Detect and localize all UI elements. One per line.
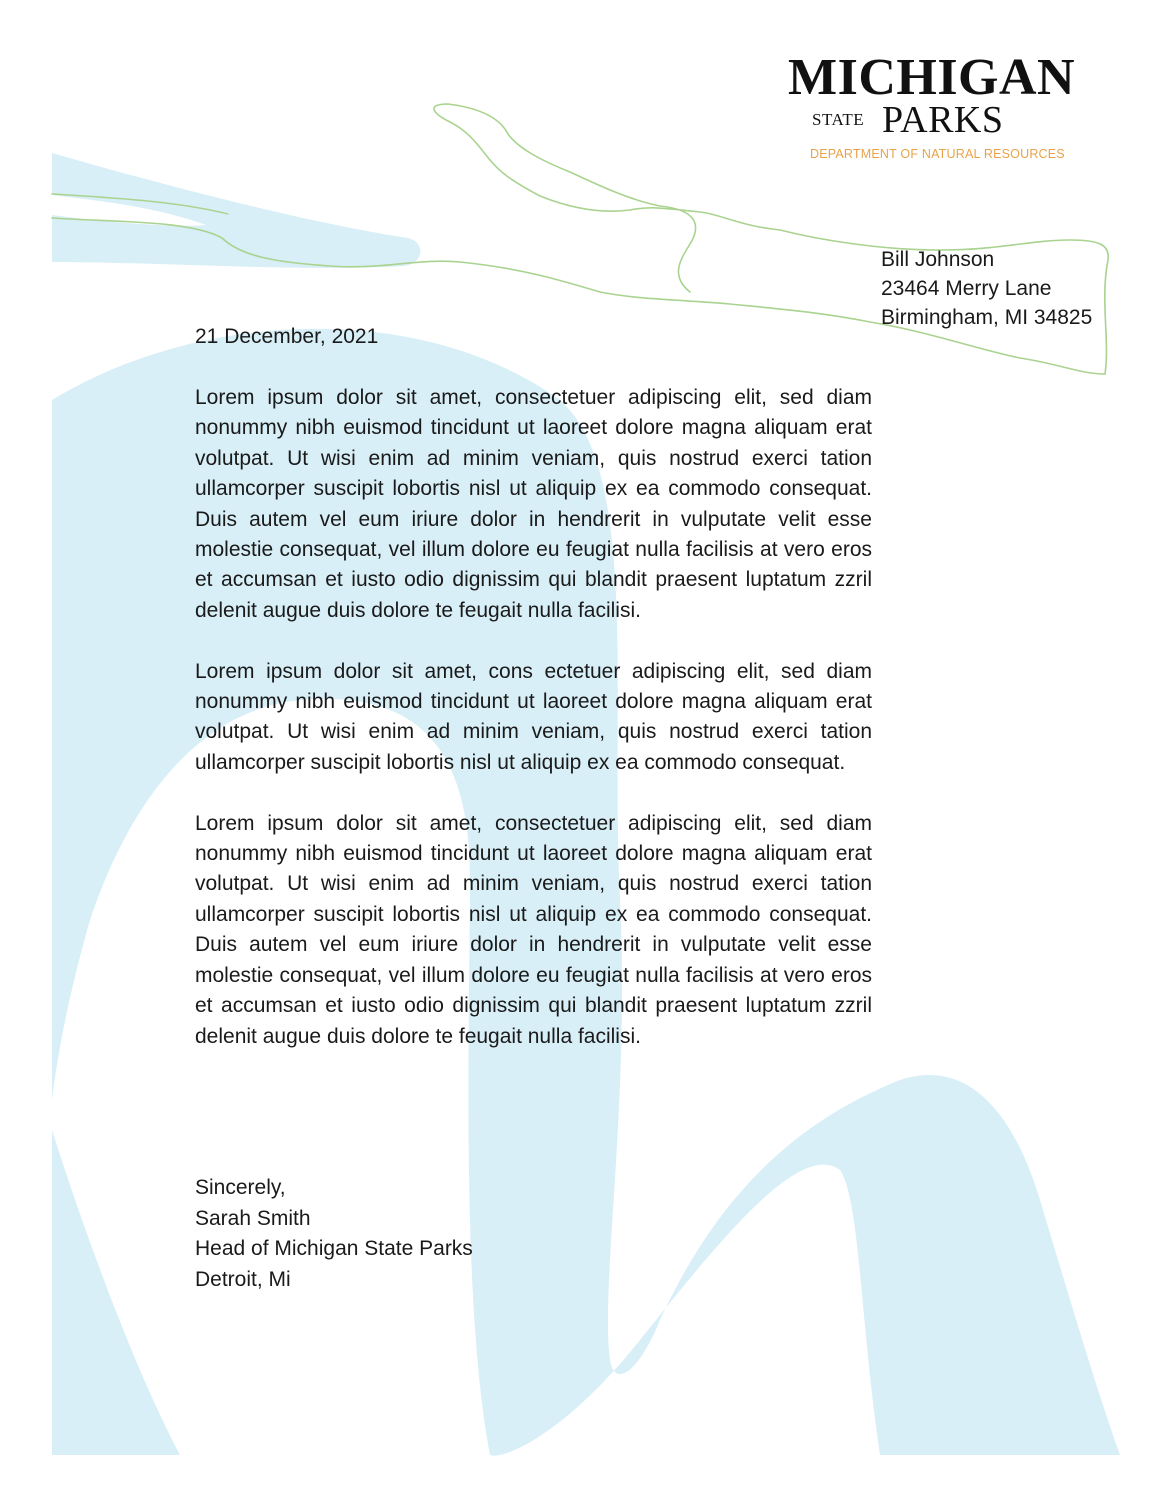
signer-title: Head of Michigan State Parks (195, 1237, 473, 1261)
closing: Sincerely, (195, 1176, 286, 1199)
recipient-street: 23464 Merry Lane (881, 277, 1052, 300)
recipient-city: Birmingham, MI 34825 (881, 306, 1093, 329)
body-paragraph: Lorem ipsum dolor sit amet, consectetuer adipiscing elit, sed diam nonummy nibh euismod tincidunt ut laoreet dolore magna aliquam erat volutpat. Ut wisi enim ad minim veniam, quis nostrud exerci tation ullamcorper suscipit lobortis nisl ut aliquip ex ea commodo consequat. Duis autem vel eum iriure dolor in hendrerit in vulputate velit esse molestie consequat, vel illum dolore eu feugiat nulla facilisis at vero eros et accumsan et iusto odio dignissim qui blandit praesent luptatum zzril delenit augue duis dolore te feugait nulla facilisi. (195, 811, 872, 1048)
body-paragraph: Lorem ipsum dolor sit amet, cons ectetuer adipiscing elit, sed diam nonummy nibh euismod tincidunt ut laoreet dolore magna aliquam erat volutpat. Ut wisi enim ad minim veniam, quis nostrud exerci tation ullamcorper suscipit lobortis nisl ut aliquip ex ea commodo consequat. (195, 659, 872, 774)
logo-state-text: STATE (812, 110, 865, 129)
letter-date: 21 December, 2021 (195, 325, 379, 348)
body-paragraph: Lorem ipsum dolor sit amet, consectetuer adipiscing elit, sed diam nonummy nibh euismod tincidunt ut laoreet dolore magna aliquam erat volutpat. Ut wisi enim ad minim veniam, quis nostrud exerci tation ullamcorper suscipit lobortis nisl ut aliquip ex ea commodo consequat. Duis autem vel eum iriure dolor in hendrerit in vulputate velit esse molestie consequat, vel illum dolore eu feugiat nulla facilisis at vero eros et accumsan et iusto odio dignissim qui blandit praesent luptatum zzril delenit augue duis dolore te feugait nulla facilisi. (195, 386, 872, 622)
logo-michigan-text: MICHIGAN (788, 49, 1076, 106)
recipient-name: Bill Johnson (881, 248, 995, 271)
logo-parks-text: PARKS (882, 99, 1004, 141)
recipient-address (881, 245, 1092, 332)
letter-signoff (195, 1173, 473, 1295)
signer-location: Detroit, Mi (195, 1267, 291, 1291)
letter-body (195, 383, 872, 1082)
logo-department-text: DEPARTMENT OF NATURAL RESOURCES (810, 147, 1065, 161)
signer-name: Sarah Smith (195, 1206, 311, 1230)
swirl-bottom-left (52, 1130, 180, 1455)
swirl-top-stripe (52, 153, 420, 268)
